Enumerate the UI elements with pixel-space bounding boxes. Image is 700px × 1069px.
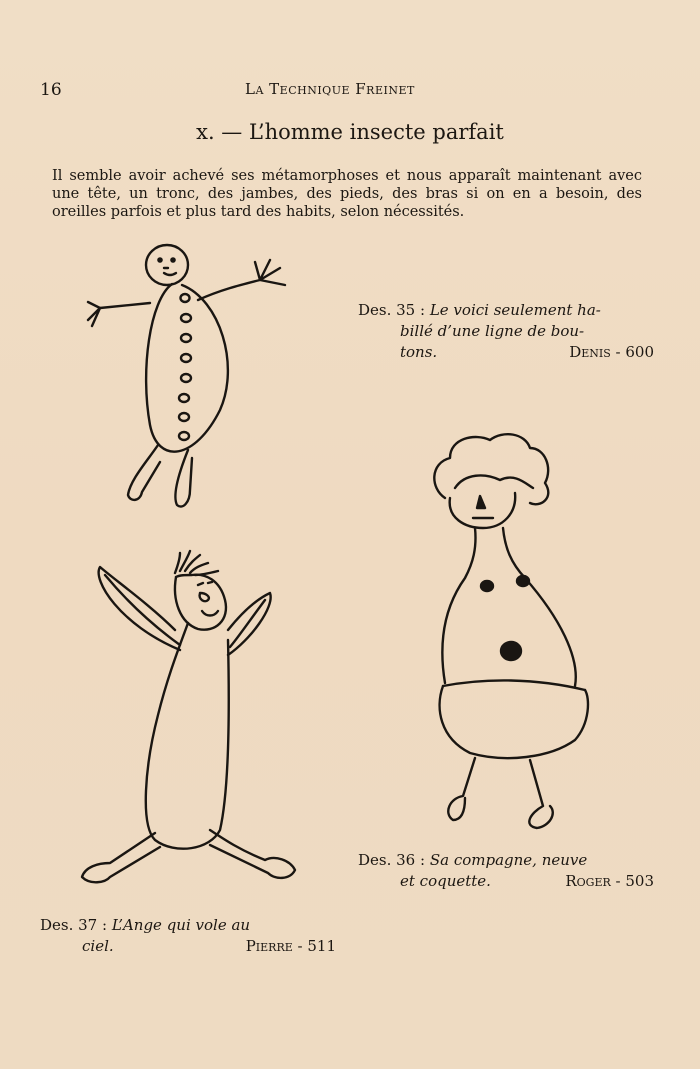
caption-des37 [40, 915, 336, 957]
page-number: 16 [40, 80, 62, 100]
caption-des36-label: Des. 36 : [358, 851, 426, 869]
caption-des35-author: Denis - 600 [569, 343, 654, 361]
drawing-des35 [80, 240, 290, 515]
caption-des36-author: Roger - 503 [565, 872, 654, 890]
intro-paragraph: Il semble avoir achevé ses métamorphoses et nous apparaît maintenant avec une tête, un tronc, des jambes, des pieds, des bras si on en a besoin, des oreilles parfois et plus tard des habits, selon nécessités. [52, 168, 642, 220]
drawing-des36 [425, 428, 595, 838]
caption-des35-label: Des. 35 : [358, 301, 426, 319]
caption-des36-line1: Sa compagne, neuve [429, 851, 588, 869]
caption-des37-label: Des. 37 : [40, 916, 108, 934]
caption-des35-line3: tons. [400, 343, 438, 361]
caption-des37-line2: ciel. [82, 937, 114, 955]
caption-des36-line2: et coquette. [400, 872, 491, 890]
caption-des35-line2: billé d’une ligne de bou- [400, 322, 585, 340]
section-title: x. — L’homme insecte parfait [196, 120, 504, 144]
caption-des35 [358, 300, 654, 363]
drawing-des37 [80, 545, 305, 890]
running-head: La Technique Freinet [245, 80, 415, 98]
caption-des37-line1: L’Ange qui vole au [111, 916, 251, 934]
caption-des35-line1: Le voici seulement ha- [429, 301, 601, 319]
caption-des37-author: Pierre - 511 [245, 937, 336, 955]
caption-des36 [358, 850, 654, 892]
